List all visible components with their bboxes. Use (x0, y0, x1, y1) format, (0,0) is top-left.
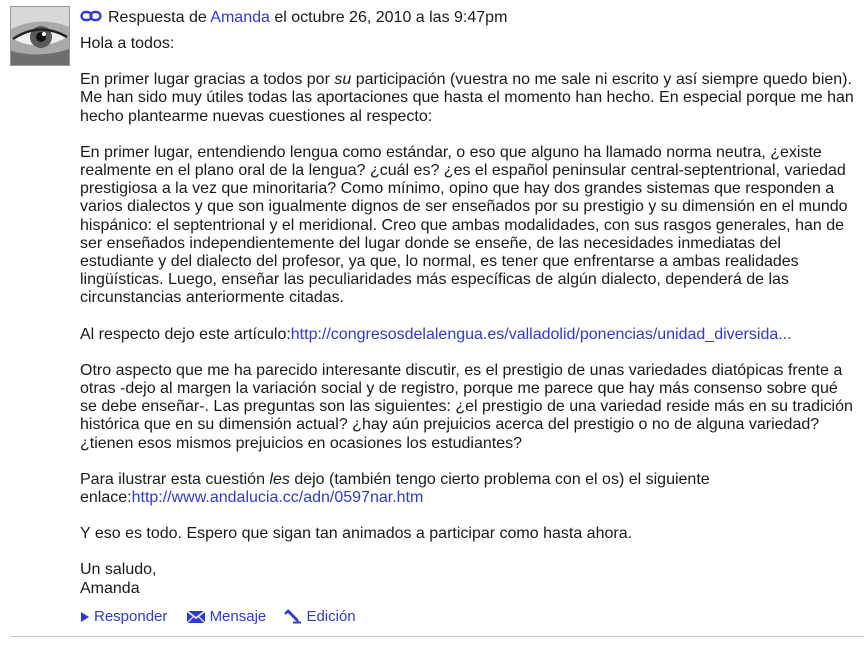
envelope-icon (186, 610, 206, 624)
paragraph-3-text: Al respecto dejo este artículo: (80, 325, 291, 343)
paragraph-5-emphasis: les (269, 470, 290, 488)
header-prefix: Respuesta de (108, 9, 207, 27)
paragraph-1-text-a: En primer lugar gracias a todos por (80, 71, 335, 89)
message-button[interactable] (186, 606, 267, 628)
paragraph-1 (80, 71, 855, 126)
pencil-icon (284, 609, 302, 625)
paragraph-1-text-b: participación (vuestra no me sale ni escrito y así siempre quedo bien). Me han sido muy útiles todas las aportaciones que hasta el momento han hecho. En especial porque me han hecho plantearme nuevas cuestiones al respecto: (80, 71, 854, 125)
avatar[interactable] (10, 6, 70, 66)
paragraph-2: En primer lugar, entendiendo lengua como estándar, o eso que alguno ha llamado norma neutra, ¿existe realmente en el plano oral de la lengua? ¿cuál es? ¿es el español peninsular central-septentrional, variedad prestigiosa a la vez que minoritaria? Como mínimo, opino que hay dos grandes sistemas que responden a varios dialectos y que son igualmente dignos de ser enseñados por su prestigio y su dimensión en el mundo hispánico: el septentrional y el meridional. Creo que ambas modalidades, con sus rasgos generales, han de ser enseñados independientemente del lugar donde se enseñe, de las necesidades inmediatas del estudiante y del dialecto del profesor, ya que, lo normal, es tener que enfrentarse a ambas realidades lingüísticas. Luego, enseñar las peculiaridades más específicas de algún dialecto, dependerá de las circunstancias anteriormente citadas. (80, 143, 848, 307)
post-divider (10, 636, 864, 637)
post-header (80, 7, 507, 29)
author-link[interactable]: Amanda (210, 9, 270, 27)
triangle-right-icon (80, 611, 90, 623)
edit-label: Edición (306, 608, 356, 625)
post-date: el octubre 26, 2010 a las 9:47pm (274, 9, 508, 27)
reply-label: Responder (94, 608, 168, 625)
post-body (80, 35, 855, 598)
avatar-eye-image (11, 7, 69, 65)
edit-button[interactable] (284, 606, 355, 628)
message-label: Mensaje (209, 608, 267, 625)
paragraph-5 (80, 471, 855, 507)
paragraph-5-text-a: Para ilustrar esta cuestión (80, 470, 270, 488)
paragraph-1-emphasis: su (334, 71, 352, 89)
article-link[interactable]: http://congresosdelalengua.es/valladolid/ponencias/unidad_diversida... (290, 325, 792, 343)
paragraph-3 (80, 326, 855, 344)
chain-link-icon[interactable] (80, 7, 102, 29)
greeting-text: Hola a todos: (80, 35, 175, 52)
paragraph-4: Otro aspecto que me ha parecido interesante discutir, es el prestigio de unas variedades diatópicas frente a otras -dejo al margen la variación social y de registro, porque me parece que hay más consenso sobre qué se debe enseñar-. Las preguntas son las siguientes: ¿el prestigio de una variedad reside más en su tradición histórica que en su dimensión actual? ¿hay aún prejuicios acerca del prestigio o no de alguna variedad? ¿tienen esos mismos prejuicios en ocasiones los estudiantes? (80, 361, 853, 452)
paragraph-6: Y eso es todo. Espero que sigan tan animados a participar como hasta ahora. (80, 525, 633, 543)
reply-button[interactable] (80, 606, 167, 628)
andalucia-link[interactable]: http://www.andalucia.cc/adn/0597nar.htm (131, 489, 424, 507)
paragraph-5-text-b: dejo (también tengo cierto problema con el os) el siguiente enlace: (80, 470, 710, 507)
post-actions (80, 606, 370, 628)
signature-greeting: Un saludo, (80, 561, 157, 579)
signature-name: Amanda (80, 579, 140, 597)
